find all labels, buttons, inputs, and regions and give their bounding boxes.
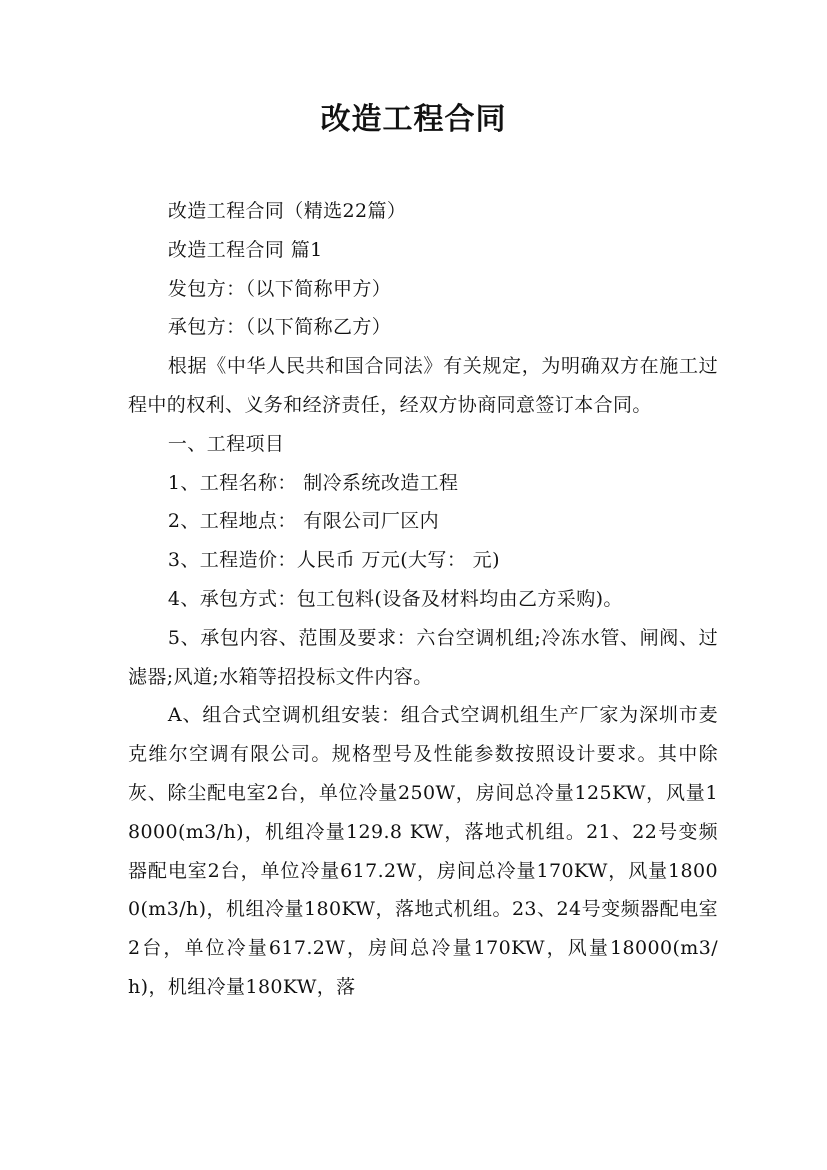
paragraph-project-cost: 3、工程造价：人民币 万元(大写： 元) <box>167 549 500 572</box>
paragraph-contract-mode: 4、承包方式：包工包料(设备及材料均由乙方采购)。 <box>167 587 623 610</box>
paragraph-party-b: 承包方：（以下简称乙方） <box>167 316 392 339</box>
paragraph-unit-installation: A、组合式空调机组安装：组合式空调机组生产厂家为深圳市麦克维尔空调有限公司。规格型号及性能参数按照设计要求。其中除灰、除尘配电室2台，单位冷量250W，房间总冷量125KW，风量18000(m3/h)，机组冷量129.8 KW，落地式机组。21、22号变频器配电室2台，单位冷量617.2W，房间总冷量170KW，风量18000(m3/h)，机组冷量180KW，落地式机组。23、24号变频器配电室2台，单位冷量617.2W，房间总冷量170KW，风量18000(m3/h)，机组冷量180KW，落 <box>128 704 718 998</box>
document-title: 改造工程合同 <box>320 102 507 137</box>
paragraph-article-heading: 改造工程合同 篇1 <box>167 238 323 261</box>
paragraph-scope: 5、承包内容、范围及要求：六台空调机组;冷冻水管、闸阀、过滤器;风道;水箱等招投标文件内容。 <box>128 626 718 688</box>
document-body <box>128 192 718 1007</box>
paragraph-project-name: 1、工程名称： 制冷系统改造工程 <box>167 471 459 494</box>
paragraph-project-location: 2、工程地点： 有限公司厂区内 <box>167 510 440 533</box>
paragraph-subtitle: 改造工程合同（精选22篇） <box>167 200 407 222</box>
paragraph-preamble: 根据《中华人民共和国合同法》有关规定，为明确双方在施工过程中的权利、义务和经济责任，经双方协商同意签订本合同。 <box>128 355 718 416</box>
paragraph-section-heading: 一、工程项目 <box>167 432 285 455</box>
paragraph-party-a: 发包方：（以下简称甲方） <box>167 277 392 300</box>
